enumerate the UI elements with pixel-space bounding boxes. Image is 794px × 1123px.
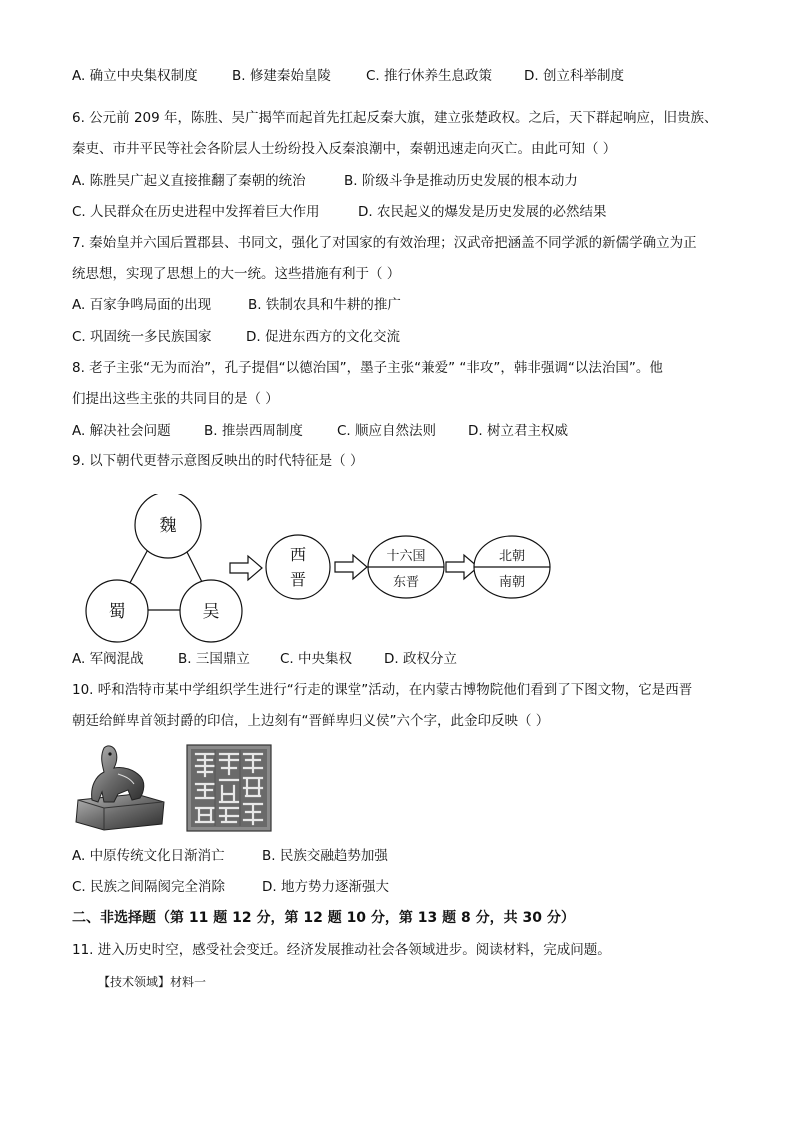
label-wei: 魏: [159, 516, 177, 536]
q10-option-b: B. 民族交融趋势加强: [262, 848, 388, 864]
q10-option-d: D. 地方势力逐渐强大: [262, 879, 389, 895]
label-dongjin: 东晋: [392, 575, 420, 590]
label-jin: 晋: [289, 570, 307, 589]
q6-option-a: A. 陈胜吴广起义直接推翻了秦朝的统治: [72, 173, 306, 189]
label-shu: 蜀: [108, 602, 126, 622]
q6-option-b: B. 阶级斗争是推动历史发展的根本动力: [344, 173, 578, 189]
q6-stem-line2: 秦吏、市井平民等社会各阶层人士纷纷投入反秦浪潮中，秦朝迅速走向灭亡。由此可知（ ）: [72, 141, 617, 157]
section-2-title: 二、非选择题（第 11 题 12 分，第 12 题 10 分，第 13 题 8 分，共 30 分）: [72, 910, 575, 926]
q8-stem-line2: 们提出这些主张的共同目的是（ ）: [72, 391, 279, 407]
q6-stem-line1: 6. 公元前 209 年，陈胜、吴广揭竿而起首先扛起反秦大旗，建立张楚政权。之后，天下群起响应，旧贵族、: [72, 110, 718, 126]
q8-option-a: A. 解决社会问题: [72, 423, 171, 439]
gold-seal-photo: [74, 742, 168, 832]
q5-option-a: A. 确立中央集权制度: [72, 68, 198, 84]
q11-stem-line1: 11. 进入历史时空，感受社会变迁。经济发展推动社会各领域进步。阅读材料，完成问题。: [72, 942, 611, 958]
q7-stem-line1: 7. 秦始皇并六国后置郡县、书同文，强化了对国家的有效治理；汉武帝把涵盖不同学派的新儒学确立为正: [72, 235, 697, 251]
q8-stem-line1: 8. 老子主张“无为而治”，孔子提倡“以德治国”，墨子主张“兼爱” “非攻”，韩非强调“以法治国”。他: [72, 360, 663, 376]
label-wu: 吴: [202, 602, 220, 622]
q8-option-b: B. 推崇西周制度: [204, 423, 303, 439]
q7-option-c: C. 巩固统一多民族国家: [72, 329, 212, 345]
q8-option-c: C. 顺应自然法则: [337, 423, 437, 439]
q5-option-b: B. 修建秦始皇陵: [232, 68, 331, 84]
label-sixteen-kingdoms: 十六国: [386, 549, 426, 564]
q6-option-d: D. 农民起义的爆发是历史发展的必然结果: [358, 204, 607, 220]
q7-option-b: B. 铁制农具和牛耕的推广: [248, 297, 401, 313]
q9-stem-line1: 9. 以下朝代更替示意图反映出的时代特征是（ ）: [72, 453, 364, 469]
q7-option-a: A. 百家争鸣局面的出现: [72, 297, 212, 313]
q10-stem-line1: 10. 呼和浩特市某中学组织学生进行“行走的课堂”活动，在内蒙古博物院他们看到了下图文物，它是西晋: [72, 682, 693, 698]
arrow-3: [446, 555, 478, 579]
arrow-1: [230, 556, 262, 580]
dynasty-succession-diagram: [84, 494, 564, 644]
q5-option-c: C. 推行休养生息政策: [366, 68, 493, 84]
q11-material-heading: 【技术领域】材料一: [98, 975, 207, 989]
q10-option-c: C. 民族之间隔阂完全消除: [72, 879, 226, 895]
q7-stem-line2: 统思想，实现了思想上的大一统。这些措施有利于（ ）: [72, 266, 401, 282]
q9-option-d: D. 政权分立: [384, 651, 457, 667]
q9-option-c: C. 中央集权: [280, 651, 353, 667]
q7-option-d: D. 促进东西方的文化交流: [246, 329, 400, 345]
q6-option-c: C. 人民群众在历史进程中发挥着巨大作用: [72, 204, 320, 220]
q10-option-a: A. 中原传统文化日渐消亡: [72, 848, 225, 864]
q5-option-d: D. 创立科举制度: [524, 68, 624, 84]
seal-impression-photo: [186, 744, 272, 832]
label-beichao: 北朝: [498, 549, 526, 564]
label-nanchao: 南朝: [498, 575, 526, 590]
q9-option-a: A. 军阀混战: [72, 651, 144, 667]
q9-option-b: B. 三国鼎立: [178, 651, 250, 667]
q8-option-d: D. 树立君主权威: [468, 423, 568, 439]
arrow-2: [335, 555, 367, 579]
q10-stem-line2: 朝廷给鲜卑首领封爵的印信，上边刻有“晋鲜卑归义侯”六个字，此金印反映（ ）: [72, 713, 550, 729]
label-xi: 西: [289, 545, 307, 564]
